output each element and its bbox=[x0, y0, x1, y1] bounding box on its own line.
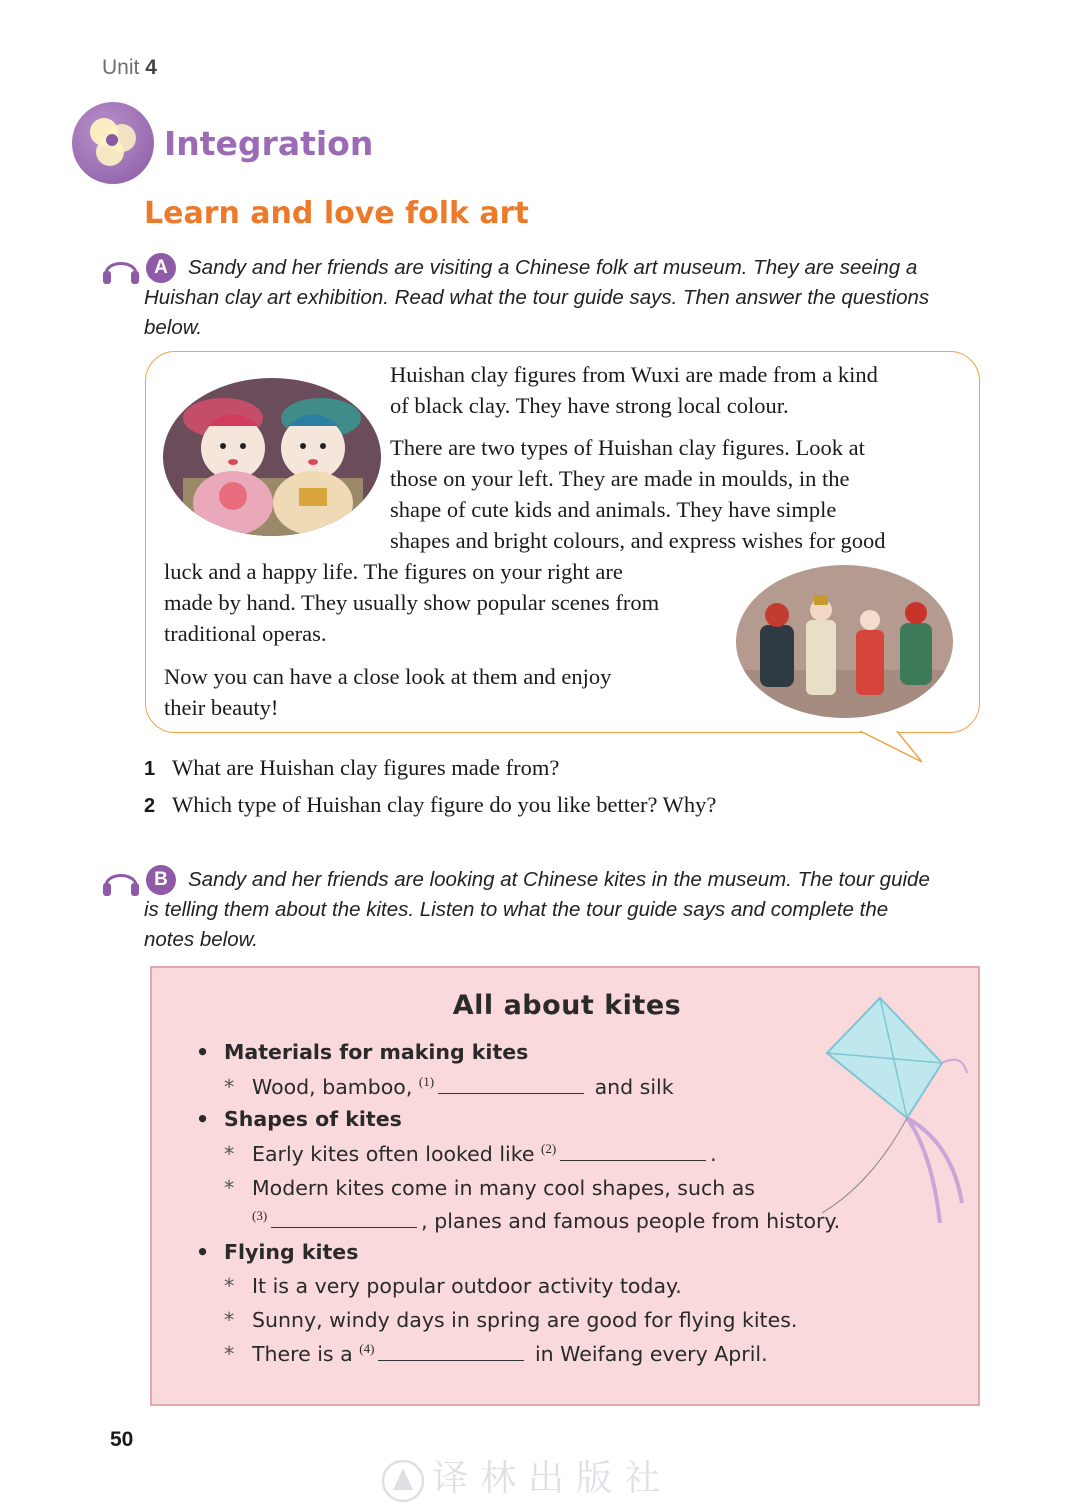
bullet-shapes: • Shapes of kites bbox=[196, 1107, 402, 1131]
publisher-logo-icon bbox=[380, 1458, 426, 1504]
question-1: 1 What are Huishan clay figures made from? bbox=[144, 755, 560, 780]
kite-notes-card bbox=[150, 966, 980, 1406]
lesson-title: Learn and love folk art bbox=[144, 196, 529, 231]
note-flying-3: * There is a $^{(4)}$ in Weifang every April. bbox=[224, 1341, 768, 1366]
part-b-badge: B bbox=[146, 865, 176, 895]
moulded-clay-figures-image bbox=[163, 378, 381, 536]
bubble-text-para2: There are two types of Huishan clay figures. Look at those on your left. They are made in moulds, in the shape of cute kids and animals. They have simple shapes and bright colours, and express wishes for good bbox=[390, 435, 886, 553]
bullet-flying: • Flying kites bbox=[196, 1240, 359, 1264]
bubble-text-para3: Now you can have a close look at them and enjoy their beauty! bbox=[164, 664, 612, 720]
unit-label: Unit 4 bbox=[102, 56, 157, 79]
headphones-icon[interactable] bbox=[101, 864, 141, 898]
handmade-opera-figures-image bbox=[736, 565, 953, 718]
blank-1[interactable] bbox=[438, 1075, 584, 1094]
bubble-tail bbox=[850, 728, 930, 768]
publisher-watermark: 译林出版社 bbox=[380, 1450, 672, 1504]
note-shapes-early: * Early kites often looked like $^{(2)}$ . bbox=[224, 1141, 717, 1166]
note-shapes-modern: * Modern kites come in many cool shapes, such as bbox=[224, 1176, 755, 1200]
note-materials: * Wood, bamboo, $^{(1)}$ and silk bbox=[224, 1074, 674, 1099]
blank-2[interactable] bbox=[560, 1142, 706, 1161]
page-number: 50 bbox=[110, 1428, 134, 1451]
blank-4[interactable] bbox=[378, 1342, 524, 1361]
bubble-text-para2-cont: luck and a happy life. The figures on your right are made by hand. They usually show popular scenes from traditional operas. bbox=[164, 559, 660, 646]
bubble-text-para1: Huishan clay figures from Wuxi are made from a kind of black clay. They have strong local colour. bbox=[390, 362, 878, 418]
note-flying-1: * It is a very popular outdoor activity today. bbox=[224, 1274, 682, 1298]
headphones-icon[interactable] bbox=[101, 252, 141, 286]
integration-icon bbox=[72, 102, 154, 184]
part-a-instructions: Sandy and her friends are visiting a Chinese folk art museum. They are seeing a Huishan clay art exhibition. Read what the tour guide says. Then answer the questions below. bbox=[144, 256, 930, 339]
part-b-instructions: Sandy and her friends are looking at Chinese kites in the museum. The tour guide is telling them about the kites. Listen to what the tour guide says and complete the notes below. bbox=[144, 868, 930, 951]
note-flying-2: * Sunny, windy days in spring are good for flying kites. bbox=[224, 1308, 798, 1332]
notes-title: All about kites bbox=[452, 990, 682, 1021]
kite-icon bbox=[812, 993, 977, 1223]
blank-3[interactable] bbox=[271, 1209, 417, 1228]
section-title: Integration bbox=[164, 124, 374, 163]
unit-number: 4 bbox=[145, 56, 157, 79]
part-a-badge: A bbox=[146, 253, 176, 283]
question-2: 2 Which type of Huishan clay figure do you like better? Why? bbox=[144, 792, 717, 817]
bullet-materials: • Materials for making kites bbox=[196, 1040, 529, 1064]
note-shapes-modern-cont: $^{(3)}$ , planes and famous people from history. bbox=[252, 1208, 841, 1233]
